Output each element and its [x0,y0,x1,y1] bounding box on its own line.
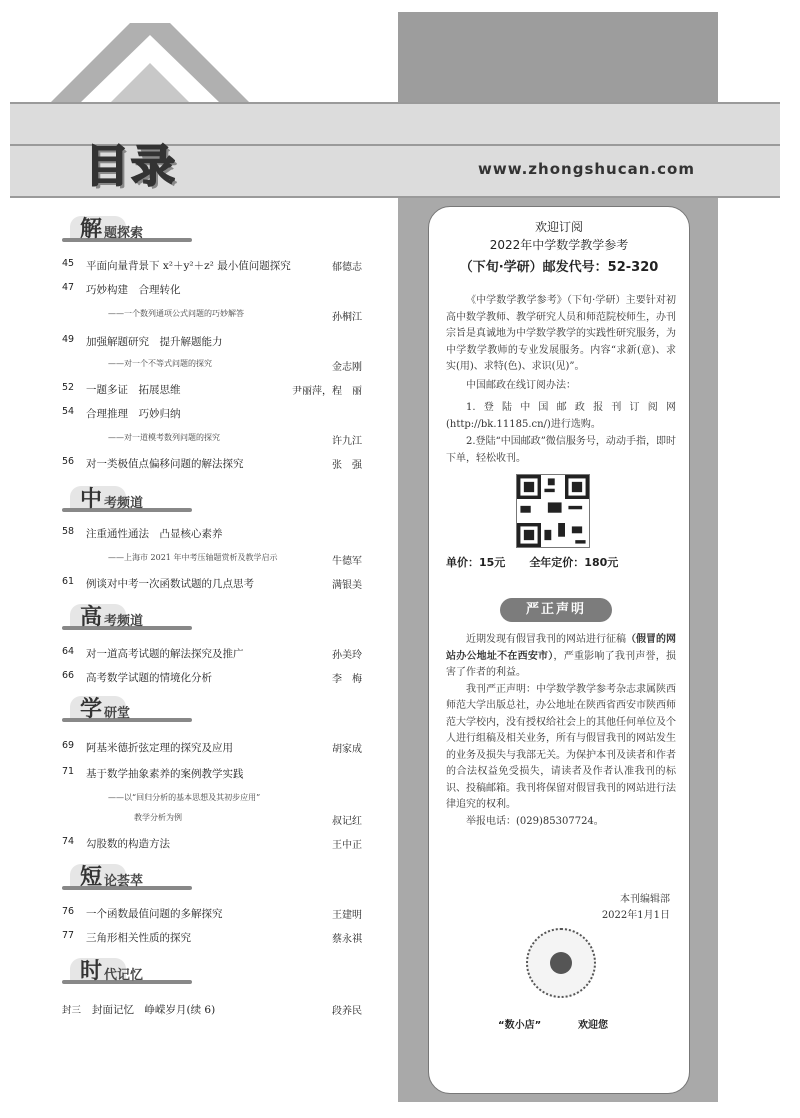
toc-entry[interactable]: 52 一题多证 拓展思维 尹丽萍，程 丽 [62,382,362,397]
shop-qr-seal-icon[interactable] [526,928,596,998]
notice-tel: 举报电话：(029)85307724。 [466,815,604,827]
journal-name: 2022年中学数学教学参考 [489,238,629,252]
section-heading: 解 题探索 [62,214,192,244]
toc-entry[interactable]: 77 三角形相关性质的探究 蔡永祺 [62,930,362,945]
postal-code: （下旬·学研）邮发代号：52-320 [459,260,659,275]
notice-body [446,632,676,830]
toc-entry[interactable]: 74 勾股数的构造方法 王中正 [62,836,362,851]
toc-subentry[interactable]: ——以“回归分析的基本思想及其初步应用” [108,793,261,802]
toc-entry[interactable]: 49 加强解题研究 提升解题能力 [62,334,223,348]
price-line [446,554,676,570]
toc-entry[interactable]: 45 平面向量背景下 x²＋y²＋z² 最小值问题探究 郁德志 [62,258,362,273]
toc-subentry[interactable]: ——对一个不等式问题的探究 金志刚 [108,359,362,373]
toc-entry[interactable]: 47 巧妙构建 合理转化 [62,282,181,296]
notice-p1b: ，严重影响了我刊声誉，损害了作者的利益。 [446,650,676,678]
notice-date: 2022年1月1日 [601,910,670,921]
website-url: www.zhongshucan.com [478,160,695,178]
toc-entry[interactable]: 64 对一道高考试题的解法探究及推广 孙美玲 [62,646,362,661]
editor-signature: 本刊编辑部 [620,894,670,905]
toc-entry[interactable]: 58 注重通性通法 凸显核心素养 [62,526,223,540]
toc-subentry[interactable]: 教学分析为例 叔记红 [134,813,362,827]
qr-code-icon[interactable] [516,474,590,548]
toc-entry[interactable]: 66 高考数学试题的情境化分析 李 梅 [62,670,362,685]
journal-intro: 《中学数学教学参考》（下旬·学研）主要针对初高中数学教师、教学研究人员和师范院校师生，办刊宗旨是真诚地为中学数学教学的实践性研究服务，为中学数学教师的专业发展服务。内容“求新(意)、求实(用)、求特(色)、求识(见)”。 [446,295,676,372]
toc-entry[interactable]: 76 一个函数最值问题的多解探究 王建明 [62,906,362,921]
right-column-top [398,12,718,102]
toc-entry[interactable]: 封三 封面记忆 峥嵘岁月(续 6) 段养民 [62,1004,362,1017]
toc-entry[interactable]: 71 基于数学抽象素养的案例教学实践 [62,766,244,780]
toc-subentry[interactable]: ——一个数列通项公式问题的巧妙解答 孙桐江 [108,309,362,323]
section-heading: 短 论荟萃 [62,862,192,892]
toc-subentry[interactable]: ——上海市 2021 年中考压轴题赏析及教学启示 牛德军 [108,553,362,567]
notice-p1a: 近期发现有假冒我刊的网站进行征稿 [466,634,626,645]
shop-name: “数小店” [498,1020,542,1031]
page-title: 目录 [85,141,177,192]
section-heading: 高 考频道 [62,602,192,632]
subscribe-method-title: 中国邮政在线订阅办法： [466,380,576,391]
roof-graphic [40,15,260,105]
annual-price: 全年定价：180元 [529,556,619,569]
section-heading: 中 考频道 [62,484,192,514]
notice-title: 严正声明 [500,598,612,622]
unit-price: 单价：15元 [446,556,506,569]
section-heading: 学 研堂 [62,694,192,724]
notice-p1-bold: （假冒的网站办公地址不在西安市） [446,634,676,662]
welcome-text: 欢迎订阅 [534,220,583,234]
toc-subentry[interactable]: ——对一道模考数列问题的探究 许九江 [108,433,362,447]
notice-p2: 我刊严正声明：中学数学教学参考杂志隶属陕西师范大学出版总社，办公地址在陕西省西安市陕西师范大学校内，没有授权给社会上的其他任何单位及个人进行组稿及相关业务，所有与假冒我刊的网站发生的业务及损失与我部无关。为保护本刊及读者和作者的合法权益免受损失，请读者及作者认准我刊的标识、投稿邮箱。我刊将保留对假冒我刊的网站进行法律追究的权利。 [446,683,676,810]
section-heading: 时 代记忆 [62,956,192,986]
subscribe-method-2: 2.登陆“中国邮政”微信服务号，动动手指，即时下单，轻松收刊。 [446,436,676,464]
toc-entry[interactable]: 69 阿基米德折弦定理的探究及应用 胡家成 [62,740,362,755]
toc-entry[interactable]: 54 合理推理 巧妙归纳 [62,406,181,420]
toc-entry[interactable]: 56 对一类极值点偏移问题的解法探究 张 强 [62,456,362,471]
toc-entry[interactable]: 61 例谈对中考一次函数试题的几点思考 满银美 [62,576,362,591]
subscribe-method-1: 1.登陆中国邮政报刊订阅网(http://bk.11185.cn/)进行选购。 [446,402,676,430]
shop-welcome: 欢迎您 [578,1020,608,1031]
